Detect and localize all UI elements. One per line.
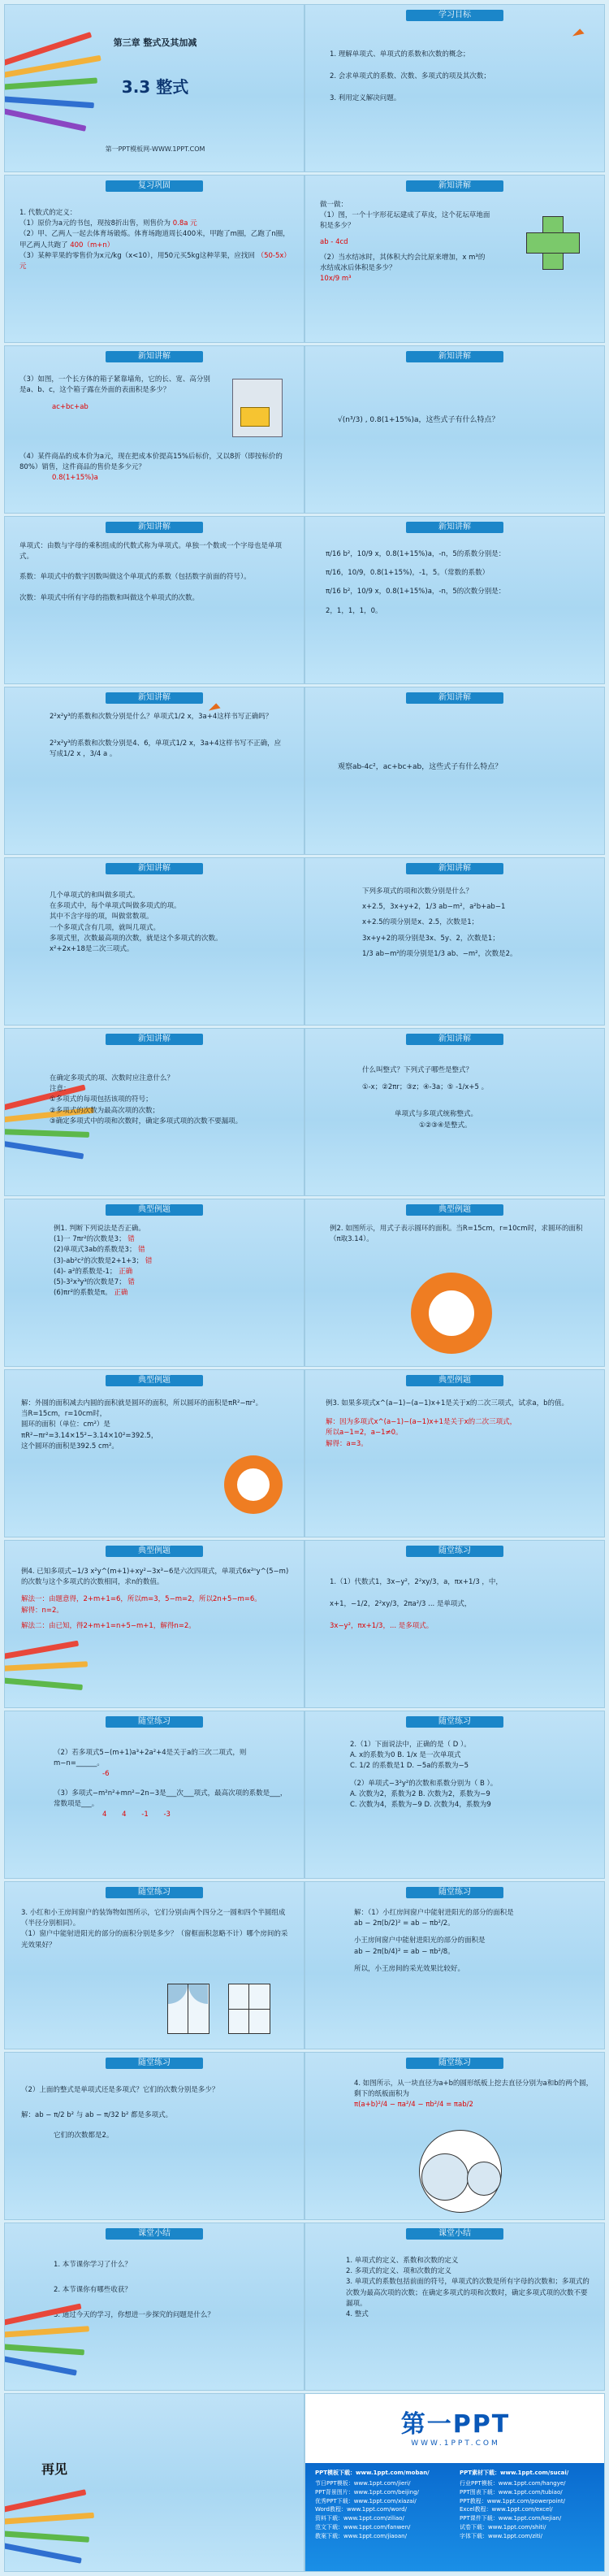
answer: 400（m+n） <box>70 241 114 249</box>
slide-header: 随堂练习 <box>406 1887 503 1898</box>
text-line: 单项式与多项式统称整式。 <box>395 1110 478 1119</box>
text-line: 次数：单项式中所有字母的指数和叫做这个单项式的次数。 <box>19 593 200 602</box>
slide-header: 新知讲解 <box>406 522 503 533</box>
slide-5 <box>4 345 304 514</box>
text-line: 4. 整式 <box>346 2309 369 2318</box>
answer: （50-5x）元 <box>19 251 291 271</box>
text-line: x+1，−1/2，2²xy/3，2πa²/3 ... 是单项式， <box>330 1600 472 1609</box>
logo-text: 第一PPT <box>400 2410 511 2439</box>
text-line: (3)-ab²c²的次数是2+1+3； <box>54 1256 144 1265</box>
text-line: x+2.5的项分别是x、2.5，次数是1； <box>362 918 479 927</box>
chapter-title: 第三章 整式及其加减 <box>113 37 197 48</box>
link-item[interactable]: PPT背景图片：www.1ppt.com/beijing/ <box>315 2488 419 2496</box>
answer: ab - 4cd <box>320 237 348 246</box>
slide-3 <box>4 175 304 343</box>
text-line: 3. 小红和小王房间窗户的装饰物如图所示，它们分别由两个四分之一圆和四个半圆组成（半径分别相同）。 <box>21 1909 286 1928</box>
answer: π(a+b)²/4 − πa²/4 − πb²/4 = πab/2 <box>354 2101 473 2110</box>
link-item[interactable]: 行业PPT模板：www.1ppt.com/hangye/ <box>460 2479 566 2487</box>
slide-23 <box>4 1881 304 2049</box>
text-line: 所以a−1=2，a−1≠0。 <box>326 1429 403 1438</box>
text-line: 3. 通过今天的学习，你想进一步探究的问题是什么？ <box>54 2311 214 2320</box>
slide-26 <box>304 2052 605 2220</box>
text-line: 例4. 已知多项式−1/3 x²y^(m+1)+xy²−3x³−6是六次四项式，单项式6x²ⁿy^(5−m)的次数与这个多项式的次数相同，求n的数值。 <box>21 1568 289 1587</box>
text-line: πR²−πr²=3.14×15²−3.14×10²=392.5， <box>21 1431 158 1440</box>
text-line: 注意： <box>50 1085 71 1094</box>
slide-10 <box>304 687 605 855</box>
text-line: (4)- a²的系数是-1； <box>54 1267 117 1276</box>
slide-1 <box>4 4 304 172</box>
link-item[interactable]: Word教程：www.1ppt.com/word/ <box>315 2506 407 2513</box>
paper-plane-icon <box>571 28 584 37</box>
text-line: ①多项式的每项包括该项的符号； <box>50 1095 153 1104</box>
slide-6 <box>304 345 605 514</box>
text-line: 2. 本节课你有哪些收获？ <box>54 2286 132 2295</box>
text-line: （2）单项式−3²y²的次数和系数分别为（ B ）。 <box>350 1779 498 1788</box>
slide-24 <box>304 1881 605 2049</box>
logo-block <box>305 2394 605 2463</box>
text-line: 3x+y+2的项分别是3x、5y、2，次数是1； <box>362 934 499 943</box>
slide-9 <box>4 687 304 855</box>
slide-15 <box>4 1199 304 1367</box>
window-figure-right <box>228 1984 270 2034</box>
text-line: A. 次数为2，系数为2 B. 次数为2，系数为−9 <box>350 1789 490 1798</box>
text-line: 在确定多项式的项、次数时应注意什么？ <box>50 1074 175 1082</box>
text-line: π/16，10/9，0.8(1+15%)，-1，5。（常数的系数） <box>326 569 490 578</box>
link-item[interactable]: 教案下载：www.1ppt.com/jiaoan/ <box>315 2532 407 2539</box>
text-line: 圆环的面积（单位：cm²）是 <box>21 1420 110 1429</box>
slide-12 <box>304 857 605 1026</box>
column-title[interactable]: PPT模板下载：www.1ppt.com/moban/ <box>315 2470 430 2476</box>
answer: ac+bc+ab <box>52 403 89 412</box>
answer: 4 <box>102 1810 107 1819</box>
logo-subtext: WWW.1PPT.COM <box>411 2439 500 2448</box>
slide-header: 随堂练习 <box>406 1546 503 1557</box>
slide-header: 典型例题 <box>106 1375 203 1386</box>
slide-16 <box>304 1199 605 1367</box>
slide-header: 新知讲解 <box>106 692 203 704</box>
text-line: 所以，小王房间的采光效果比较好。 <box>354 1964 465 1973</box>
text-line: C. 次数为4，系数为−9 D. 次数为4，系数为9 <box>350 1800 491 1809</box>
text-line: 例3. 如果多项式x^(a−1)−(a−1)x+1是关于x的二次三项式，试求a，b的值。 <box>326 1399 569 1407</box>
text-line: （3）某种苹果的零售价为x元/kg（x<10），用50元买5kg这种苹果，应找回 <box>19 251 255 260</box>
slide-header: 典型例题 <box>406 1375 503 1386</box>
text-line: ①②③④是整式。 <box>419 1121 472 1130</box>
list-item: 1. 理解单项式、单项式的系数和次数的概念； <box>330 50 470 59</box>
text-line: 单项式：由数与字母的乘积组成的代数式称为单项式。单独一个数或一个字母也是单项式。 <box>19 542 283 562</box>
text-line: ①-x；②2πr；③z；④-3a；⑤ -1/x+5 。 <box>362 1083 489 1092</box>
slide-header: 课堂小结 <box>106 2228 203 2240</box>
text-line: (1)一 7πr²的次数是3； <box>54 1235 126 1244</box>
slide-18 <box>304 1369 605 1537</box>
text-line: (6)πr²的系数是π。 <box>54 1289 112 1298</box>
text-line: 1. 代数式的定义： <box>19 209 77 217</box>
text-line: （2）当水结冰时，其体积大约会比原来增加，x m³的水结成冰后体积是多少？ <box>320 253 486 272</box>
text-line: （2）若多项式5−(m+1)a³+2a²+4是关于a的三次二项式，则m−n=______。 <box>54 1749 247 1768</box>
paper-plane-icon <box>207 703 220 711</box>
slide-header: 新知讲解 <box>406 863 503 874</box>
slide-29 <box>4 2393 304 2572</box>
text-line: 2，1，1，1，0。 <box>326 606 382 615</box>
slide-header: 随堂练习 <box>406 2058 503 2069</box>
text-line: (5)-3²x³y³的次数是7； <box>54 1277 126 1286</box>
list-item: 2. 会求单项式的系数、次数、多项式的项及其次数； <box>330 72 490 81</box>
text-line: （1）窗户中能射进阳光的部分的面积分别是多少？（窗框面积忽略不计）哪个房间的采光效果好？ <box>21 1930 288 1949</box>
text-line: π/16 b²，10/9 x，0.8(1+15%)a，-n，5的次数分别是： <box>326 588 506 596</box>
annulus-figure <box>224 1455 283 1514</box>
answer: -1 <box>141 1810 149 1819</box>
text-line: 1/3 ab−m²的项分别是1/3 ab、−m²，次数是2。 <box>362 949 517 958</box>
text-line: 解：外圆的面积减去内圆的面积就是圆环的面积，所以圆环的面积是πR²−πr²。 <box>21 1399 263 1407</box>
text-line: 几个单项式的和叫做多项式。 <box>50 891 140 900</box>
link-item[interactable]: 优秀PPT下载：www.1ppt.com/xiazai/ <box>315 2497 417 2504</box>
slide-4 <box>304 175 605 343</box>
text-line: 3x−y²，πx+1/3，... 是多项式。 <box>330 1622 434 1631</box>
text-line: 例2. 如图所示，用式子表示圆环的面积。当R=15cm，r=10cm时，求圆环的面积（π取3.14）。 <box>330 1225 583 1244</box>
text-line: √(n³/3) , 0.8(1+15%)a，这些式子有什么特点？ <box>338 416 499 424</box>
text-line: 下列多项式的项和次数分别是什么？ <box>362 887 473 896</box>
text-line: 在多项式中，每个单项式叫做多项式的项。 <box>50 902 181 911</box>
slide-header: 新知讲解 <box>106 863 203 874</box>
slide-header: 新知讲解 <box>106 351 203 362</box>
answer: 正确 <box>119 1267 133 1276</box>
answer: 0.8a 元 <box>172 219 197 228</box>
slide-header: 随堂练习 <box>406 1716 503 1728</box>
text-line: 例1. 判断下列说法是否正确。 <box>54 1225 145 1233</box>
circles-figure <box>419 2130 502 2213</box>
text-line: （2）上面的整式是单项式还是多项式？它们的次数分别是多少？ <box>21 2086 219 2094</box>
text-line: 2.（1）下面说法中，正确的是（ D ）。 <box>350 1741 471 1749</box>
cross-shape-figure <box>526 216 580 270</box>
text-line: ab − 2π(b/4)² = ab − πb²/8。 <box>354 1947 455 1956</box>
text-line: ②多项式的次数为最高次项的次数； <box>50 1106 160 1115</box>
slide-header: 课堂小结 <box>406 2228 503 2240</box>
text-line: 解法二：由已知，得2+m+1=n+5−m+1，解得n=2。 <box>21 1621 196 1630</box>
text-line: 1. 单项式的定义、系数和次数的定义 <box>346 2257 459 2265</box>
text-line: 这个圆环的面积是392.5 cm²。 <box>21 1442 119 1451</box>
site-label: 第一PPT模板网-WWW.1PPT.COM <box>105 145 205 153</box>
box-figure <box>232 379 281 436</box>
text-line: （3）多项式−m²n²+mn²−2n−3是___次___项式，最高次项的系数是___，常数项是___。 <box>54 1789 287 1808</box>
list-item: 3. 利用定义解决问题。 <box>330 94 401 103</box>
slide-header: 随堂练习 <box>106 1887 203 1898</box>
slide-30 <box>304 2393 605 2572</box>
slide-header: 新知讲解 <box>406 351 503 362</box>
text-line: 做一做： <box>320 201 348 209</box>
annulus-figure <box>411 1273 492 1354</box>
slide-2 <box>304 4 605 172</box>
text-line: 什么叫整式？下列式子哪些是整式？ <box>362 1066 473 1074</box>
text-line: 解：因为多项式x^(a−1)−(a−1)x+1是关于x的二次三项式， <box>326 1418 517 1427</box>
slide-header: 随堂练习 <box>106 1716 203 1728</box>
text-line: （3）如图，一个长方体的箱子紧靠墙角，它的长、宽、高分别是a、b、c，这个箱子露在外面的表面积是多少？ <box>19 375 210 395</box>
answer: 错 <box>138 1246 145 1255</box>
slide-header: 新知讲解 <box>106 522 203 533</box>
link-item[interactable]: 资料下载：www.1ppt.com/ziliao/ <box>315 2515 404 2522</box>
answer: -3 <box>163 1810 171 1819</box>
text-line: 解得：n=2。 <box>21 1606 63 1615</box>
text-line: 当R=15cm，r=10cm时， <box>21 1410 107 1419</box>
text-line: 2. 多项式的定义、项和次数的定义 <box>346 2267 451 2276</box>
link-item[interactable]: 试卷下载：www.1ppt.com/shiti/ <box>460 2524 546 2531</box>
text-line: 小王房间窗户中能射进阳光的部分的面积是 <box>354 1936 486 1945</box>
link-item[interactable]: PPT图表下载：www.1ppt.com/tubiao/ <box>460 2488 563 2496</box>
slide-17 <box>4 1369 304 1537</box>
text-line: ③确定多项式中的项和次数时，确定多项式项的次数不要漏项。 <box>50 1117 243 1125</box>
text-line: 1.（1）代数式1，3x−y²，2²xy/3，a，πx+1/3 ，中， <box>330 1578 503 1586</box>
link-item[interactable]: PPT教程：www.1ppt.com/powerpoint/ <box>460 2497 565 2504</box>
link-item[interactable]: 范文下载：www.1ppt.com/fanwen/ <box>315 2524 411 2531</box>
text-line: 解：ab − π/2 b² 与 ab − π/32 b² 都是多项式。 <box>21 2111 173 2120</box>
text-line: (2)单项式3ab的系数是3； <box>54 1246 136 1255</box>
link-item[interactable]: Excel教程：www.1ppt.com/excel/ <box>460 2506 553 2513</box>
slide-header: 新知讲解 <box>106 1034 203 1045</box>
pencil-decoration <box>4 2508 112 2565</box>
slide-21 <box>4 1711 304 1879</box>
text-line: （1）图，一个十字形花坛建成了草皮，这个花坛草地面积是多少？ <box>320 211 490 231</box>
pencil-decoration <box>4 2321 112 2378</box>
answer: -6 <box>102 1770 110 1779</box>
text-line: （1）原价为a元的书包，现按8折出售，则售价为 <box>19 219 171 228</box>
slide-header: 新知讲解 <box>406 1034 503 1045</box>
text-line: 它们的次数都是2。 <box>54 2131 114 2140</box>
slide-8 <box>304 516 605 684</box>
text-line: 一个多项式含有几项，就叫几项式。 <box>50 923 161 932</box>
slide-header: 典型例题 <box>406 1204 503 1216</box>
slide-header: 新知讲解 <box>406 692 503 704</box>
link-item[interactable]: 节日PPT模板：www.1ppt.com/jieri/ <box>315 2479 411 2487</box>
text-line: 3. 单项式的系数包括前面的符号，单项式的次数是所有字母的次数和；多项式的次数为最高次项的次数；在确定多项式的项和次数时，确定多项式项的次数不要漏项。 <box>346 2278 590 2308</box>
answer: 0.8(1+15%)a <box>52 474 98 483</box>
link-column-right <box>460 2469 599 2541</box>
slide-header: 典型例题 <box>106 1546 203 1557</box>
answer: 正确 <box>114 1289 128 1298</box>
text-line: x+2.5，3x+y+2，1/3 ab−m²，a²b+ab−1 <box>362 903 506 912</box>
lesson-title: 3.3 整式 <box>121 77 189 97</box>
text-line: A. x的系数为0 B. 1/x 是一次单项式 <box>350 1751 461 1760</box>
text-line: 其中不含字母的项，叫做常数项。 <box>50 913 153 922</box>
objectives-list <box>330 50 590 105</box>
text-line: 观察ab-4c²，ac+bc+ab，这些式子有什么特点？ <box>338 763 503 771</box>
answer-group <box>102 1810 289 1820</box>
slide-25 <box>4 2052 304 2220</box>
text-line: 2²x²y³的系数和次数分别是4、6，单项式1/2 x，3a+4这样书写不正确，应写成1/2 x ，3/4 a 。 <box>50 739 282 759</box>
link-item[interactable]: PPT课件下载：www.1ppt.com/kejian/ <box>460 2515 562 2522</box>
text-line: 解：（1）小红房间窗户中能射进阳光的部分的面积是 <box>354 1909 514 1917</box>
text-line: ab − 2π(b/2)² = ab − πb²/2。 <box>354 1919 455 1928</box>
text-line: π/16 b²，10/9 x，0.8(1+15%)a，-n，5的系数分别是： <box>326 550 506 558</box>
slide-20 <box>304 1540 605 1708</box>
answer: 错 <box>145 1256 153 1265</box>
slide-19 <box>4 1540 304 1708</box>
text-line: 解得：a=3。 <box>326 1439 368 1448</box>
window-figure-left <box>167 1984 209 2034</box>
answer: 10x/9 m³ <box>320 275 352 284</box>
text-line: 多项式里，次数最高项的次数，就是这个多项式的次数。 <box>50 934 222 943</box>
slide-header: 学习目标 <box>406 10 503 21</box>
slide-header: 新知讲解 <box>406 180 503 192</box>
text-line: 2²x²y³的系数和次数分别是什么？单项式1/2 x，3a+4这样书写正确吗？ <box>50 713 273 721</box>
slide-28 <box>304 2223 605 2391</box>
slide-header: 复习巩固 <box>106 180 203 192</box>
slide-7 <box>4 516 304 684</box>
text-line: x²+2x+18是二次三项式。 <box>50 944 134 953</box>
text-line: （2）甲、乙两人一起去体育场锻炼。体育场跑道周长400米，甲跑了m圈，乙跑了n圈，甲乙两人共跑了 <box>19 230 290 249</box>
link-column-left <box>315 2469 453 2541</box>
text-line: C. 1/2 的系数是1 D. −5a的系数为−5 <box>350 1762 469 1771</box>
text-line: 解法一：由题意得，2+m+1=6，所以m=3，5−m=2，所以2n+5−m=6。 <box>21 1595 261 1604</box>
text-line: 4. 如图所示，从一块直径为a+b的圆形纸板上挖去直径分别为a和b的两个圆，剩下的纸板面积为 <box>354 2079 594 2099</box>
answer: 错 <box>127 1235 135 1244</box>
answer: 错 <box>127 1277 135 1286</box>
slide-14 <box>304 1028 605 1196</box>
slide-header: 随堂练习 <box>106 2058 203 2069</box>
text-line: （4）某件商品的成本价为a元，现在把成本价提高15%后标价，又以8折（即按标价的80%）销售，这件商品的售价是多少元？ <box>19 453 283 472</box>
text-line: 1. 本节课你学习了什么？ <box>54 2261 132 2269</box>
column-title[interactable]: PPT素材下载：www.1ppt.com/sucai/ <box>460 2470 569 2476</box>
slide-27 <box>4 2223 304 2391</box>
slide-header: 典型例题 <box>106 1204 203 1216</box>
text-line: 系数：单项式中的数字因数叫做这个单项式的系数（包括数字前面的符号）。 <box>19 573 251 582</box>
slide-13 <box>4 1028 304 1196</box>
farewell-text: 再见 <box>41 2461 68 2477</box>
answer: 4 <box>122 1810 127 1819</box>
pencil-decoration <box>4 1654 112 1708</box>
slide-11 <box>4 857 304 1026</box>
slide-22 <box>304 1711 605 1879</box>
link-item[interactable]: 字体下载：www.1ppt.com/ziti/ <box>460 2532 543 2539</box>
